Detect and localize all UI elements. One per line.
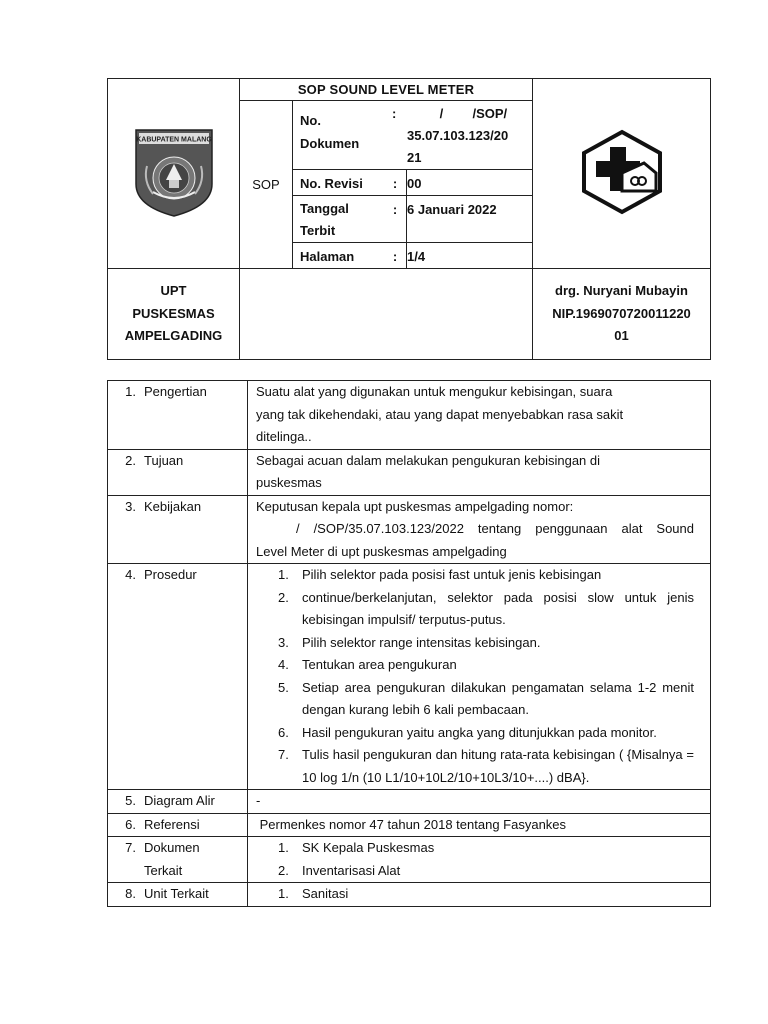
section-number: 3. bbox=[108, 495, 137, 564]
meta-colon: : bbox=[384, 170, 407, 196]
content-table bbox=[107, 380, 711, 907]
sop-title: SOP SOUND LEVEL METER bbox=[240, 79, 533, 101]
meta-label-page: Halaman bbox=[293, 243, 385, 269]
list-item: 5. Setiap area pengukuran dilakukan pengamatan selama 1-2 menit dengan kurang lebih 6 kali pembacaan. bbox=[278, 679, 694, 717]
section-row bbox=[108, 883, 711, 907]
organization-name: UPT PUSKESMAS AMPELGADING bbox=[108, 269, 240, 360]
section-number: 7. bbox=[108, 837, 137, 883]
section-label: Tujuan bbox=[136, 449, 248, 495]
meta-value-page: 1/4 bbox=[407, 243, 533, 269]
meta-label-document-number: No. Dokumen bbox=[293, 101, 385, 170]
list-item: 1. Pilih selektor pada posisi fast untuk jenis kebisingan bbox=[278, 567, 602, 582]
related-documents bbox=[248, 837, 711, 883]
health-logo-cell bbox=[533, 79, 711, 269]
list-item: 3. Pilih selektor range intensitas kebisingan. bbox=[278, 634, 541, 650]
section-label: Dokumen Terkait bbox=[136, 837, 248, 883]
logo-text: KABUPATEN MALANG bbox=[135, 136, 212, 144]
section-row bbox=[108, 790, 711, 814]
section-label: Pengertian bbox=[136, 381, 248, 450]
section-label: Unit Terkait bbox=[136, 883, 248, 907]
section-body: Permenkes nomor 47 tahun 2018 tentang Fasyankes bbox=[248, 813, 711, 837]
section-number: 4. bbox=[108, 564, 137, 790]
list-item: 2. Inventarisasi Alat bbox=[278, 862, 401, 878]
section-row bbox=[108, 564, 711, 790]
section-number: 2. bbox=[108, 449, 137, 495]
puskesmas-logo-icon bbox=[580, 129, 664, 215]
section-row bbox=[108, 813, 711, 837]
signatory: drg. Nuryani Mubayin NIP.1969070720011220 01 bbox=[533, 269, 711, 360]
section-body: Keputusan kepala upt puskesmas ampelgading nomor: / /SOP/35.07.103.123/2022 tentang penggunaan alat Sound Level Meter di upt puskesmas ampelgading bbox=[248, 495, 711, 564]
section-label: Referensi bbox=[136, 813, 248, 837]
procedure-steps bbox=[248, 564, 711, 790]
section-row bbox=[108, 449, 711, 495]
header-table bbox=[107, 78, 711, 360]
list-item: 2. continue/berkelanjutan, selektor pada posisi slow untuk jenis kebisingan impulsif/ terputus-putus. bbox=[278, 589, 694, 627]
meta-value-revision: 00 bbox=[407, 170, 533, 196]
list-item: 1. Sanitasi bbox=[278, 886, 349, 901]
meta-value-document-number: : / /SOP/ 35.07.103.123/20 21 bbox=[384, 101, 533, 170]
meta-value-date: 6 Januari 2022 bbox=[407, 196, 533, 243]
section-body: Suatu alat yang digunakan untuk mengukur kebisingan, suara yang tak dikehendaki, atau yang dapat menyebabkan rasa sakit ditelinga.. bbox=[248, 381, 711, 450]
section-number: 5. bbox=[108, 790, 137, 814]
meta-colon: : bbox=[384, 243, 407, 269]
section-row bbox=[108, 837, 711, 883]
section-number: 8. bbox=[108, 883, 137, 907]
section-row bbox=[108, 495, 711, 564]
list-item: 1. SK Kepala Puskesmas bbox=[278, 840, 435, 855]
list-item: 6. Hasil pengukuran yaitu angka yang ditunjukkan pada monitor. bbox=[278, 724, 657, 740]
section-row bbox=[108, 381, 711, 450]
section-body: - bbox=[248, 790, 711, 814]
section-number: 6. bbox=[108, 813, 137, 837]
meta-label-revision: No. Revisi bbox=[293, 170, 385, 196]
blank-cell bbox=[240, 269, 533, 360]
section-number: 1. bbox=[108, 381, 137, 450]
section-label: Diagram Alir bbox=[136, 790, 248, 814]
related-units bbox=[248, 883, 711, 907]
meta-label-date: Tanggal Terbit bbox=[293, 196, 385, 243]
kabupaten-malang-logo bbox=[133, 126, 215, 218]
section-label: Kebijakan bbox=[136, 495, 248, 564]
list-item: 7. Tulis hasil pengukuran dan hitung rata-rata kebisingan ( {Misalnya = 10 log 1/n (10 L1/10+10L2/10+10L3/10+....) dBA}. bbox=[278, 747, 694, 785]
section-label: Prosedur bbox=[136, 564, 248, 790]
list-item: 4. Tentukan area pengukuran bbox=[278, 657, 457, 672]
section-body: Sebagai acuan dalam melakukan pengukuran kebisingan di puskesmas bbox=[248, 449, 711, 495]
sop-label: SOP bbox=[240, 101, 293, 269]
meta-colon: : bbox=[384, 196, 407, 243]
regency-logo-cell bbox=[108, 79, 240, 269]
